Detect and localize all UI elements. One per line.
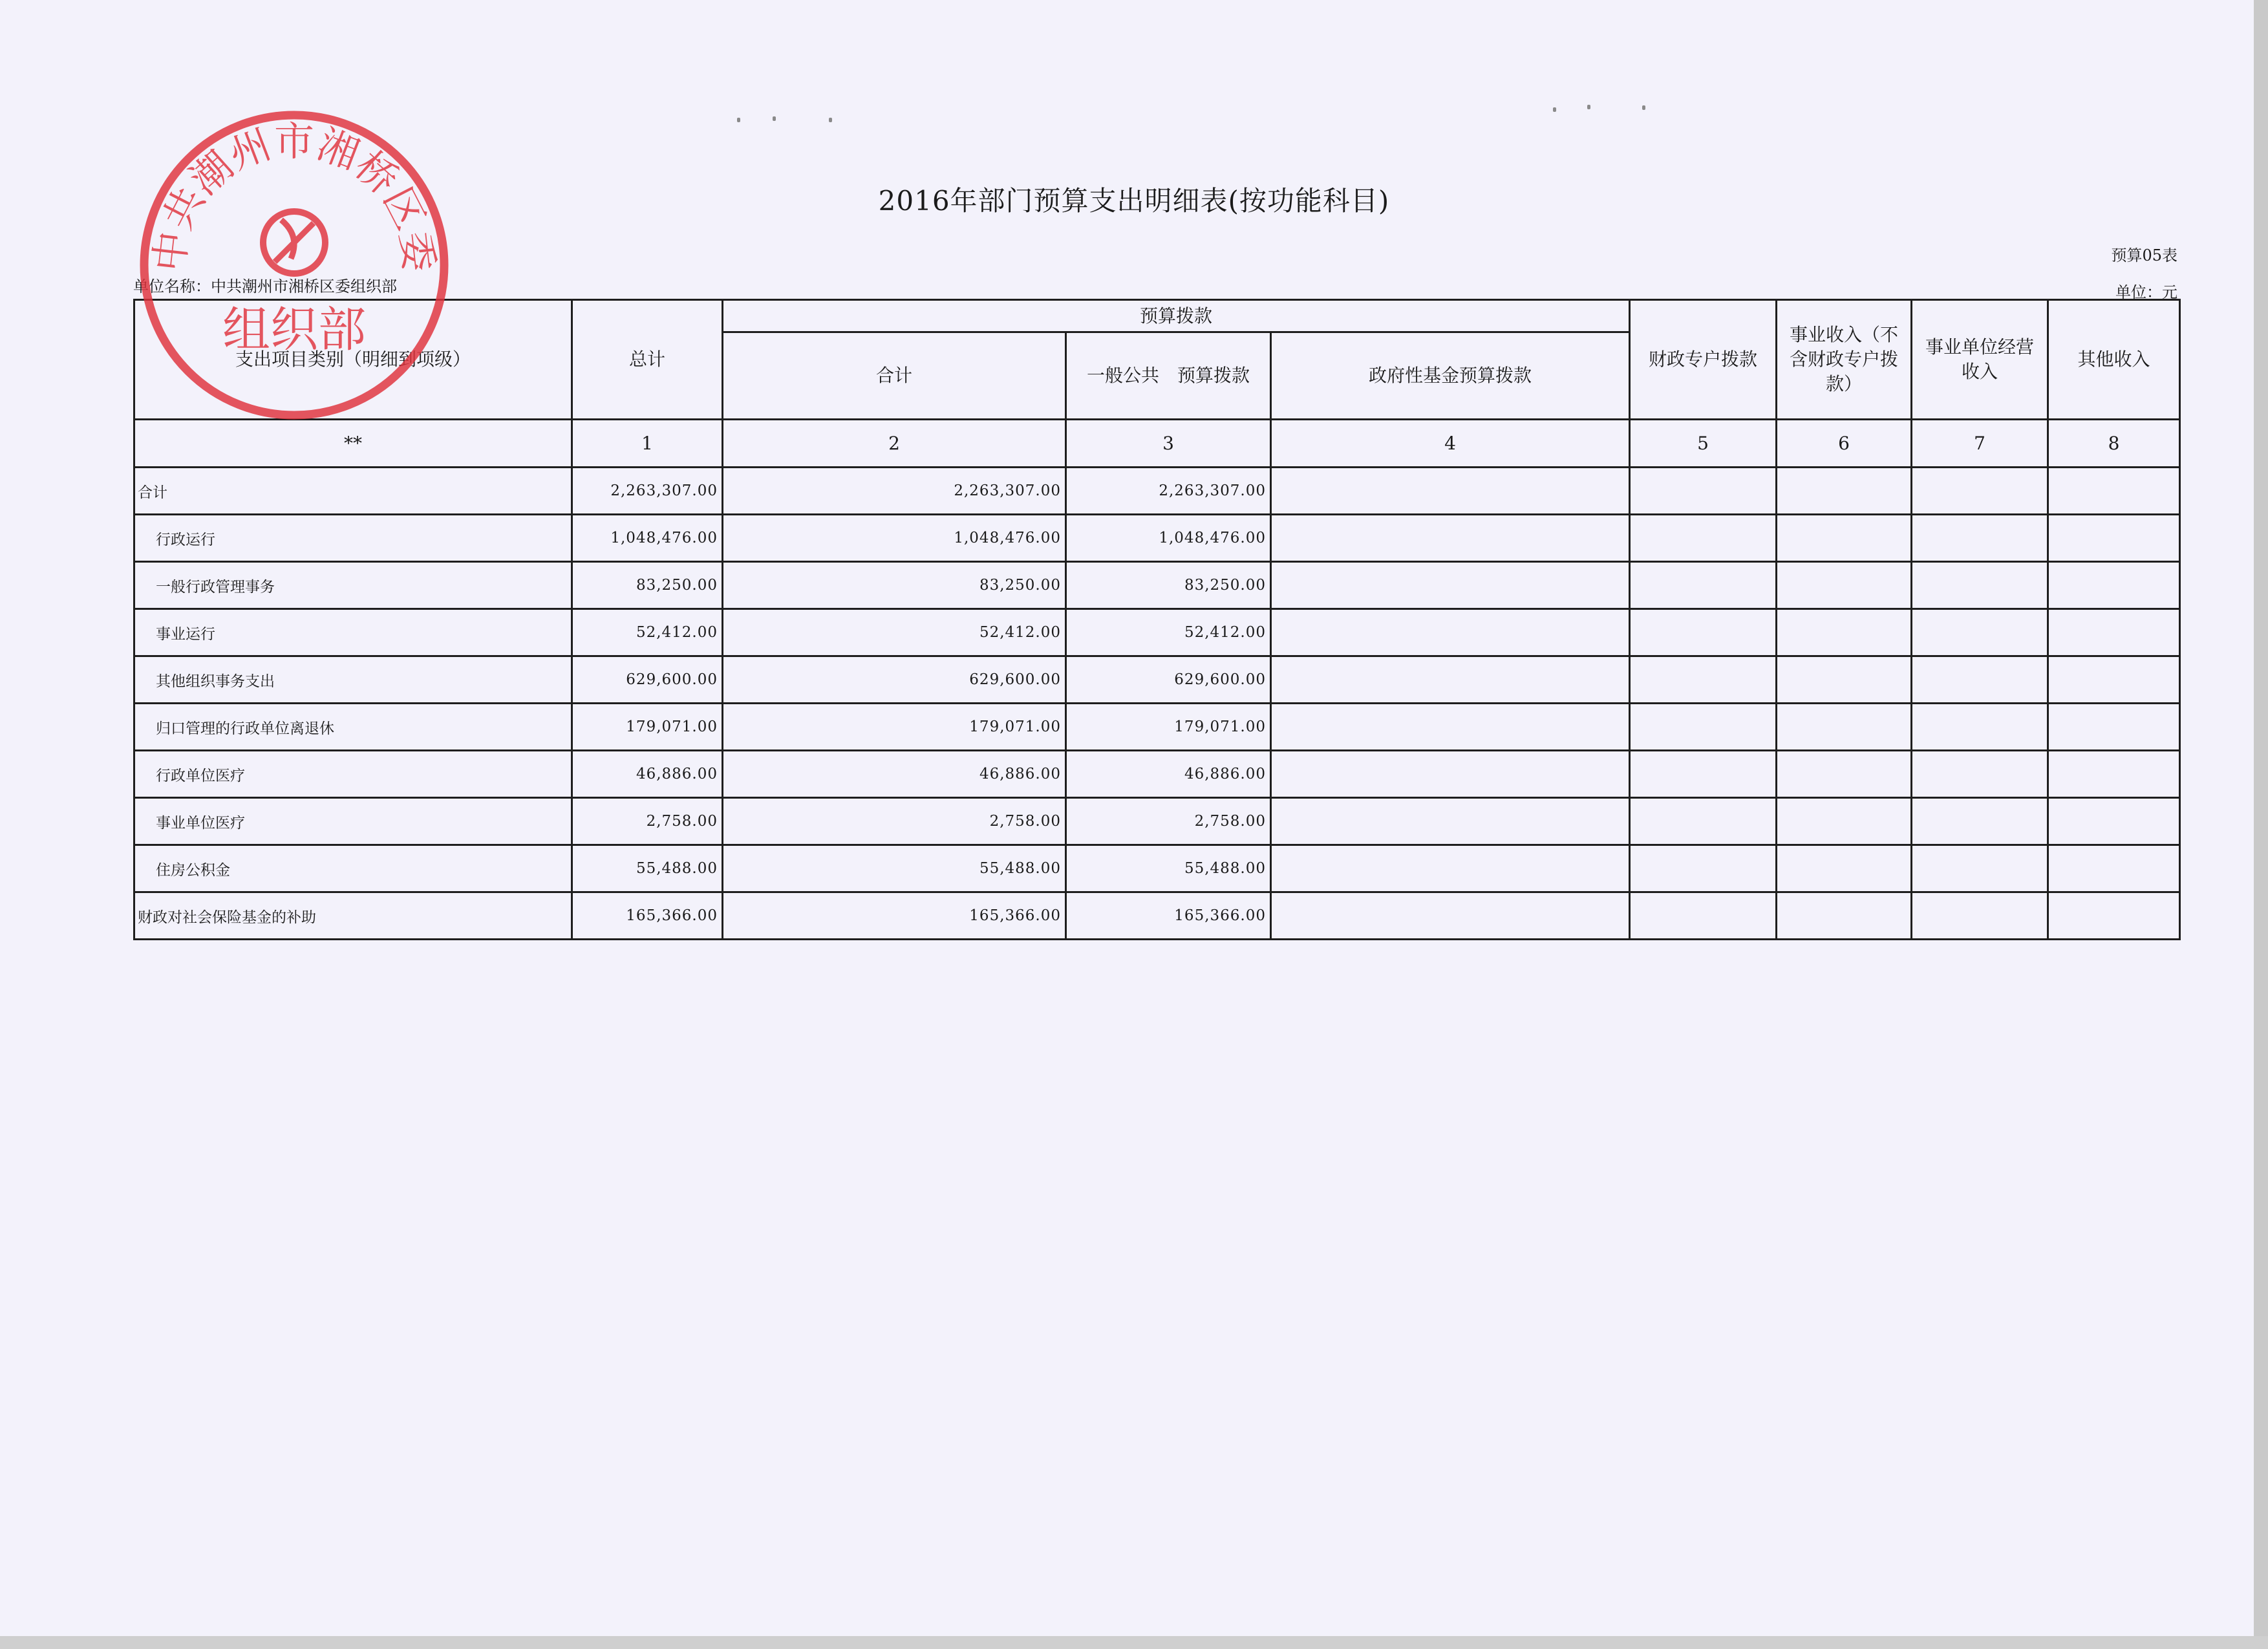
table-code: 预算05表 [2111,246,2177,264]
header-fiscal-special: 财政专户拨款 [1630,300,1777,420]
row-other-income [2048,751,2180,798]
row-general-public: 83,250.00 [1066,562,1271,609]
row-fiscal-special [1630,609,1777,656]
index-row [134,420,2180,468]
table-row [134,609,2180,656]
currency-unit: 单位：元 [2115,283,2177,301]
row-operating-income [1912,704,2048,751]
row-gov-fund [1271,798,1630,845]
row-category: 其他组织事务支出 [134,656,572,704]
row-general-public: 52,412.00 [1066,609,1271,656]
seal-arc-text: 中共潮州市湘桥区委 [145,117,444,274]
header-gov-fund: 政府性基金预算拨款 [1271,332,1630,420]
row-category: 行政运行 [134,515,572,562]
row-fiscal-special [1630,656,1777,704]
row-budget-subtotal: 52,412.00 [723,609,1066,656]
scan-speck [737,118,740,122]
table-row [134,751,2180,798]
table-row [134,798,2180,845]
row-other-income [2048,562,2180,609]
row-operating-income [1912,892,2048,940]
row-total: 46,886.00 [572,751,723,798]
index-cell: 7 [1912,420,2048,468]
row-business-income [1777,515,1912,562]
row-total: 55,488.00 [572,845,723,892]
row-general-public: 179,071.00 [1066,704,1271,751]
row-total: 2,263,307.00 [572,468,723,515]
row-gov-fund [1271,845,1630,892]
row-other-income [2048,609,2180,656]
scan-speck [773,116,776,121]
header-budget-subtotal: 合计 [723,332,1066,420]
budget-table [133,299,2181,940]
table-row [134,656,2180,704]
row-budget-subtotal: 2,263,307.00 [723,468,1066,515]
table-row [134,704,2180,751]
row-general-public: 165,366.00 [1066,892,1271,940]
row-total: 165,366.00 [572,892,723,940]
row-gov-fund [1271,704,1630,751]
table-row [134,468,2180,515]
row-operating-income [1912,798,2048,845]
row-business-income [1777,468,1912,515]
row-gov-fund [1271,468,1630,515]
row-total: 52,412.00 [572,609,723,656]
row-category: 行政单位医疗 [134,751,572,798]
row-gov-fund [1271,609,1630,656]
row-budget-subtotal: 2,758.00 [723,798,1066,845]
document-title: 2016年部门预算支出明细表(按功能科目) [878,185,1390,217]
row-operating-income [1912,656,2048,704]
header-category: 支出项目类别（明细到项级） [134,300,572,420]
row-other-income [2048,515,2180,562]
unit-name: 单位名称：中共潮州市湘桥区委组织部 [133,277,397,296]
row-category: 财政对社会保险基金的补助 [134,892,572,940]
header-operating-income: 事业单位经营收入 [1912,300,2048,420]
scan-speck [1553,107,1556,112]
table-row [134,562,2180,609]
row-total: 1,048,476.00 [572,515,723,562]
row-operating-income [1912,515,2048,562]
row-category: 一般行政管理事务 [134,562,572,609]
row-general-public: 2,758.00 [1066,798,1271,845]
index-cell: 1 [572,420,723,468]
row-budget-subtotal: 46,886.00 [723,751,1066,798]
row-general-public: 1,048,476.00 [1066,515,1271,562]
row-budget-subtotal: 83,250.00 [723,562,1066,609]
scan-speck [1587,105,1590,109]
row-other-income [2048,845,2180,892]
row-operating-income [1912,609,2048,656]
row-fiscal-special [1630,515,1777,562]
row-fiscal-special [1630,704,1777,751]
index-cell: 3 [1066,420,1271,468]
index-cell: ** [134,420,572,468]
header-business-income: 事业收入（不含财政专户拨款） [1777,300,1912,420]
row-operating-income [1912,751,2048,798]
row-fiscal-special [1630,892,1777,940]
index-cell: 5 [1630,420,1777,468]
index-cell: 6 [1777,420,1912,468]
row-gov-fund [1271,656,1630,704]
index-cell: 4 [1271,420,1630,468]
row-other-income [2048,656,2180,704]
emblem-icon [263,211,325,274]
row-budget-subtotal: 1,048,476.00 [723,515,1066,562]
row-other-income [2048,892,2180,940]
row-business-income [1777,609,1912,656]
header-general-public: 一般公共 预算拨款 [1066,332,1271,420]
row-total: 83,250.00 [572,562,723,609]
row-fiscal-special [1630,751,1777,798]
row-other-income [2048,468,2180,515]
row-business-income [1777,751,1912,798]
row-general-public: 46,886.00 [1066,751,1271,798]
row-fiscal-special [1630,562,1777,609]
row-operating-income [1912,562,2048,609]
row-business-income [1777,704,1912,751]
row-general-public: 629,600.00 [1066,656,1271,704]
row-total: 629,600.00 [572,656,723,704]
row-other-income [2048,704,2180,751]
row-business-income [1777,656,1912,704]
row-business-income [1777,562,1912,609]
index-cell: 2 [723,420,1066,468]
row-business-income [1777,798,1912,845]
row-fiscal-special [1630,798,1777,845]
row-gov-fund [1271,751,1630,798]
table-row [134,845,2180,892]
table-row [134,515,2180,562]
scan-speck [829,118,832,122]
row-category: 事业运行 [134,609,572,656]
row-budget-subtotal: 55,488.00 [723,845,1066,892]
row-operating-income [1912,468,2048,515]
row-category: 合计 [134,468,572,515]
row-fiscal-special [1630,468,1777,515]
page-edge-bottom [0,1636,2268,1649]
row-business-income [1777,892,1912,940]
header-budget-group: 预算拨款 [723,300,1630,332]
table-row [134,892,2180,940]
header-other-income: 其他收入 [2048,300,2180,420]
row-gov-fund [1271,562,1630,609]
row-general-public: 55,488.00 [1066,845,1271,892]
row-other-income [2048,798,2180,845]
seal-bottom-text: 组织部 [222,302,366,358]
row-budget-subtotal: 179,071.00 [723,704,1066,751]
row-business-income [1777,845,1912,892]
row-category: 住房公积金 [134,845,572,892]
row-total: 2,758.00 [572,798,723,845]
row-budget-subtotal: 165,366.00 [723,892,1066,940]
row-budget-subtotal: 629,600.00 [723,656,1066,704]
row-gov-fund [1271,892,1630,940]
row-gov-fund [1271,515,1630,562]
row-operating-income [1912,845,2048,892]
header-total: 总计 [572,300,723,420]
page-edge-right [2254,0,2268,1649]
header-row-1 [134,300,2180,332]
scan-speck [1642,105,1645,110]
row-total: 179,071.00 [572,704,723,751]
table-body [134,468,2180,940]
index-cell: 8 [2048,420,2180,468]
row-category: 归口管理的行政单位离退休 [134,704,572,751]
row-general-public: 2,263,307.00 [1066,468,1271,515]
row-category: 事业单位医疗 [134,798,572,845]
row-fiscal-special [1630,845,1777,892]
